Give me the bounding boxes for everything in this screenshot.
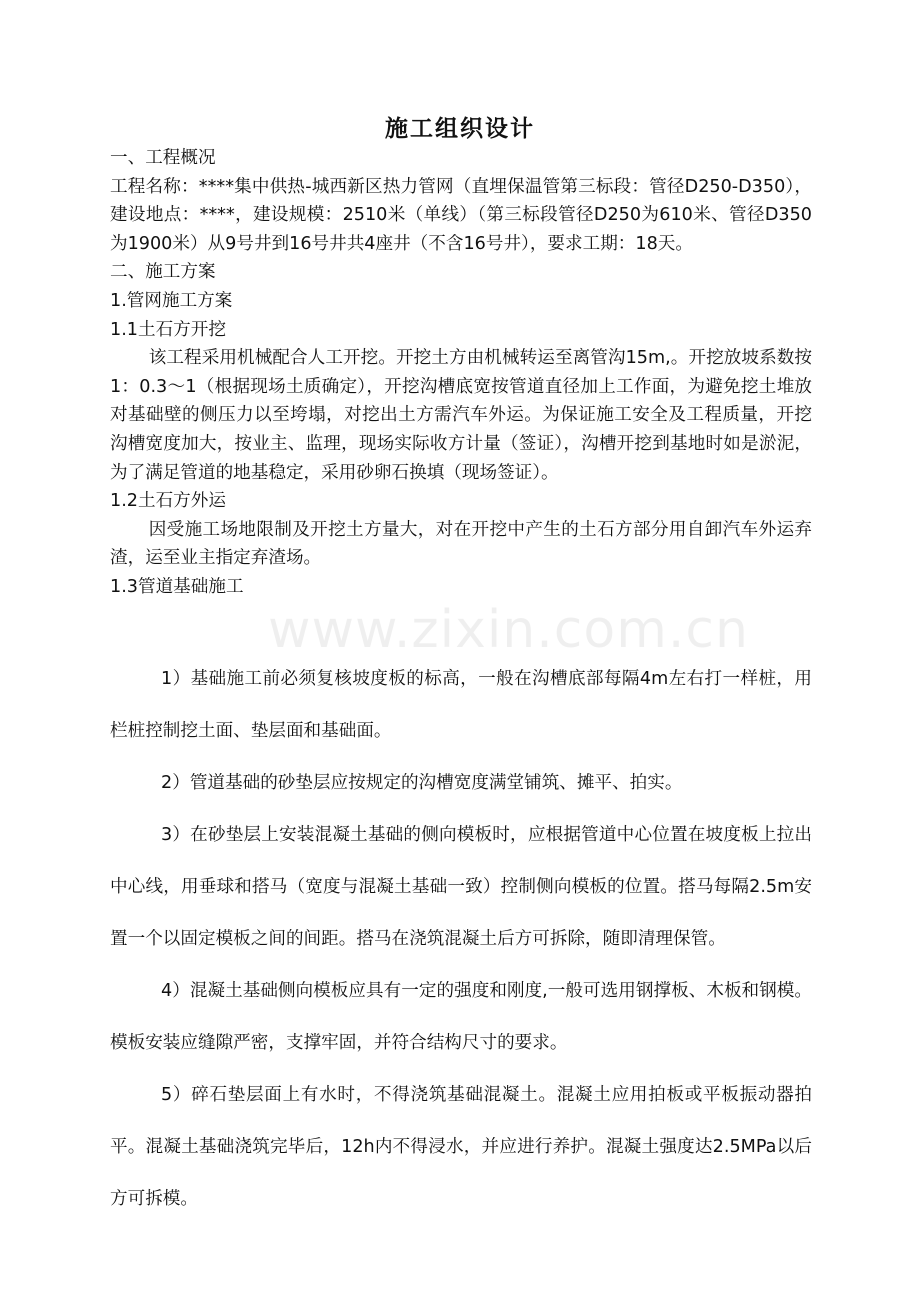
overview-paragraph: 工程名称：****集中供热-城西新区热力管网（直埋保温管第三标段：管径D250-D350），建设地点：****，建设规模：2510米（单线）（第三标段管径D250为610米、管径D350为1900米）从9号井到16号井共4座井（不含16号井），要求工期：18天。 — [110, 176, 812, 254]
transport-paragraph: 因受施工场地限制及开挖土方量大，对在开挖中产生的土石方部分用自卸汽车外运弃渣，运至业主指定弃渣场。 — [110, 519, 812, 569]
excavation-paragraph: 该工程采用机械配合人工开挖。开挖土方由机械转运至离管沟15m,。开挖放坡系数按1：0.3～1（根据现场土质确定），开挖沟槽底宽按管道直径加上工作面，为避免挖土堆放对基础壁的侧压力以至垮塌，对挖出土方需汽车外运。为保证施工安全及工程质量，开挖沟槽宽度加大，按业主、监理，现场实际收方计量（签证），沟槽开挖到基地时如是淤泥，为了满足管道的地基稳定，采用砂卵石换填（现场签证）。 — [110, 348, 812, 483]
watermark: www.zixin.com.cn — [268, 600, 749, 660]
section-heading-plan: 二、施工方案 — [110, 262, 216, 283]
section-heading-overview: 一、工程概况 — [110, 148, 216, 168]
foundation-item-5: 5）碎石垫层面上有水时，不得浇筑基础混凝土。混凝土应用拍板或平板振动器拍平。混凝土基础浇筑完毕后，12h内不得浸水，并应进行养护。混凝土强度达2.5MPa以后方可拆模。 — [110, 1085, 812, 1209]
subsection-heading-pipe-network: 1.管网施工方案 — [110, 290, 233, 311]
foundation-item-1: 1）基础施工前必须复核坡度板的标高，一般在沟槽底部每隔4m左右打一样桩，用栏桩控制挖土面、垫层面和基础面。 — [110, 669, 812, 741]
foundation-item-3: 3）在砂垫层上安装混凝土基础的侧向模板时，应根据管道中心位置在坡度板上拉出中心线，用垂球和搭马（宽度与混凝土基础一致）控制侧向模板的位置。搭马每隔2.5m安置一个以固定模板之间的间距。搭马在浇筑混凝土后方可拆除，随即清理保管。 — [110, 825, 812, 949]
foundation-item-4: 4）混凝土基础侧向模板应具有一定的强度和刚度,一般可选用钢撑板、木板和钢模。模板安装应缝隙严密，支撑牢固，并符合结构尺寸的要求。 — [110, 981, 812, 1053]
dense-section — [110, 144, 812, 602]
subsection-heading-foundation: 1.3管道基础施工 — [110, 576, 244, 597]
document-title: 施工组织设计 — [385, 116, 535, 142]
foundation-item-2: 2）管道基础的砂垫层应按规定的沟槽宽度满堂铺筑、摊平、拍实。 — [161, 773, 683, 793]
foundation-items — [110, 653, 812, 1225]
subsection-heading-excavation: 1.1土石方开挖 — [110, 319, 226, 340]
subsection-heading-transport: 1.2土石方外运 — [110, 491, 226, 512]
